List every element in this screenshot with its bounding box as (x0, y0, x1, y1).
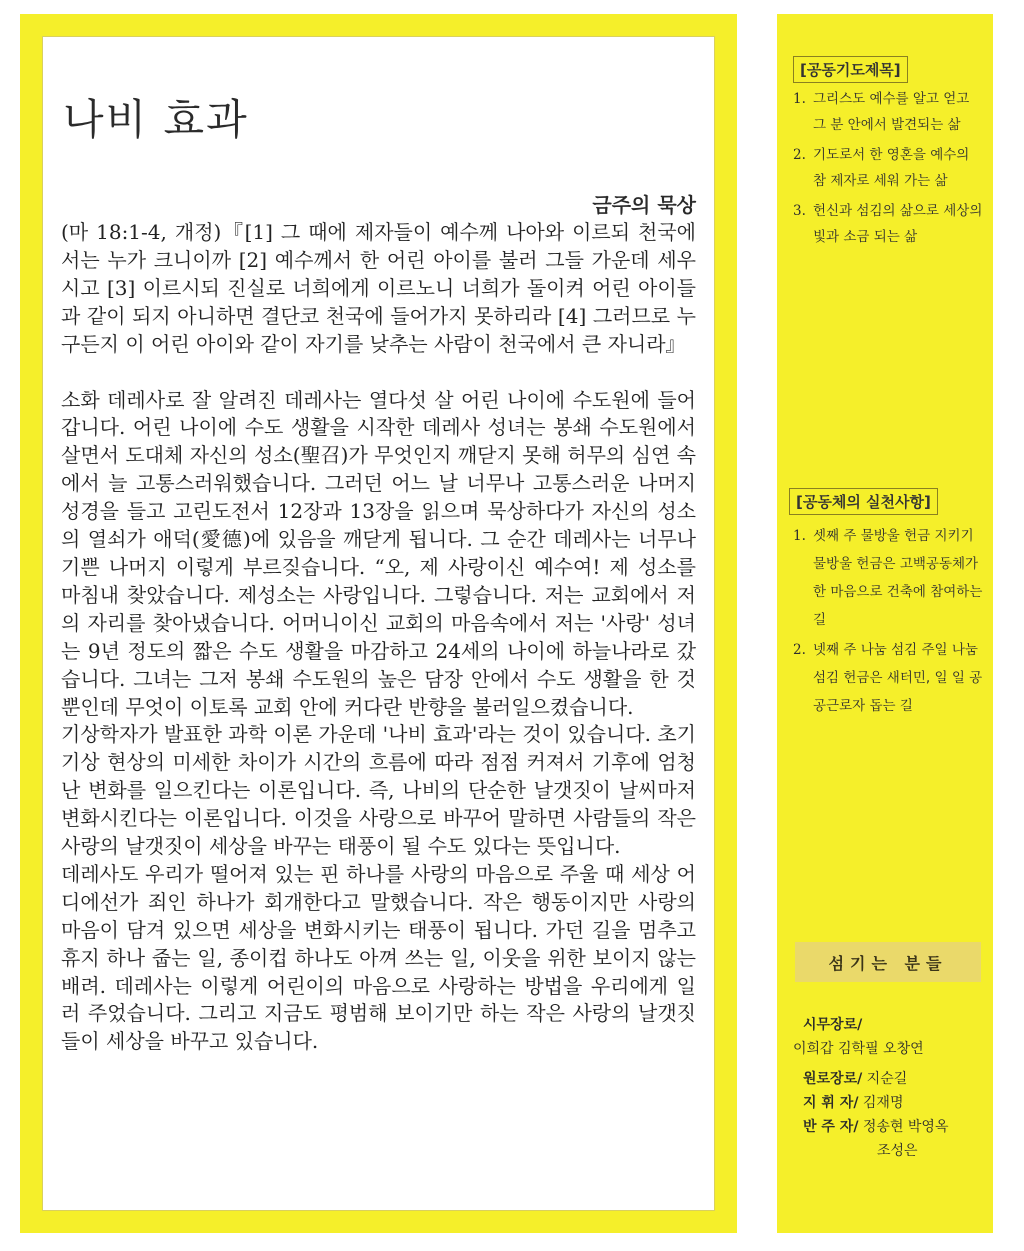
emeritus-row: 원로장로/ 지순길 (803, 1071, 908, 1087)
scripture-paragraph: (마 18:1-4, 개정)『[1] 그 때에 제자들이 예수께 나아와 이르되 천국에서는 누가 크니이까 [2] 예수께서 한 어린 아이를 불러 그들 가운데 세우시고 [3] 이르시되 진실로 너희에게 이르노니 너희가 돌이켜 어린 아이들과 같이 되지 아니하면 결단코 천국에 들어가지 못하리라 [4] 그러므로 누구든지 이 어린 아이와 같이 자기를 낮추는 사람이 천국에서 큰 자니라』 (61, 220, 696, 356)
sidebar (777, 14, 993, 1233)
accompanist-row-2: 조성은 (877, 1143, 918, 1159)
article-panel (42, 36, 715, 1211)
article-subtitle: 금주의 묵상 (592, 193, 696, 217)
list-item: 2. 넷째 주 나눔 섬김 주일 나눔 섬김 헌금은 새터민, 일 일 공공근로자 돕는 길 (793, 642, 983, 714)
list-item: 1. 셋째 주 물방울 헌금 지키기 물방울 헌금은 고백공동체가 한 마음으로 건축에 참여하는 길 (793, 528, 983, 628)
elder-label: 시무장로/ (803, 1017, 863, 1033)
list-item: 3. 헌신과 섬김의 삶으로 세상의 빛과 소금 되는 삶 (793, 203, 983, 245)
prayer-heading: [공동기도제목] (793, 56, 908, 83)
prayer-list (793, 86, 983, 250)
list-item: 1. 그리스도 예수를 알고 얻고 그 분 안에서 발견되는 삶 (793, 91, 970, 133)
article-frame (20, 14, 737, 1233)
article-title: 나비 효과 (63, 95, 249, 144)
article-body (61, 219, 696, 1056)
elder-names: 이희갑 김학필 오창연 (793, 1041, 924, 1057)
conductor-row: 지 휘 자/ 김재명 (803, 1095, 904, 1111)
body-paragraph: 데레사도 우리가 떨어져 있는 핀 하나를 사랑의 마음으로 주울 때 세상 어디에선가 죄인 하나가 회개한다고 말했습니다. 작은 행동이지만 사랑의 마음이 담겨 있으면 세상을 변화시키는 태풍이 됩니다. 가던 길을 멈추고 휴지 하나 줍는 일, 종이컵 하나도 아껴 쓰는 일, 이웃을 위한 보이지 않는 배려. 데레사는 이렇게 어린이의 마음으로 사랑하는 방법을 우리에게 일러 주었습니다. 그리고 지금도 평범해 보이기만 하는 작은 사랑의 날갯짓들이 세상을 바꾸고 있습니다. (61, 861, 696, 1054)
practice-heading: [공동체의 실천사항] (789, 488, 938, 515)
accompanist-row: 반 주 자/ 정송현 박영옥 (803, 1119, 949, 1135)
list-item: 2. 기도로서 한 영혼을 예수의 참 제자로 세워 가는 삶 (793, 147, 970, 189)
body-paragraph: 소화 데레사로 잘 알려진 데레사는 열다섯 살 어린 나이에 수도원에 들어갑니다. 어린 나이에 수도 생활을 시작한 데레사 성녀는 봉쇄 수도원에서 살면서 도대체 자신의 성소(聖召)가 무엇인지 깨닫지 못해 허무의 심연 속에서 늘 고통스러워했습니다. 그러던 어느 날 너무나 고통스러운 나머지 성경을 들고 고린도전서 12장과 13장을 읽으며 묵상하다가 자신의 성소의 열쇠가 애덕(愛德)에 있음을 깨닫게 됩니다. 그 순간 데레사는 너무나 기쁜 나머지 이렇게 부르짖습니다. “오, 제 사랑이신 예수여! 제 성소를 마침내 찾았습니다. 제성소는 사랑입니다. 그렇습니다. 저는 교회에서 저의 자리를 찾아냈습니다. 어머니이신 교회의 마음속에서 저는 '사랑' 성녀는 9년 정도의 짧은 수도 생활을 마감하고 24세의 나이에 하늘나라로 갔습니다. 그녀는 그저 봉쇄 수도원의 높은 담장 안에서 수도 생활을 한 것뿐인데 무엇이 이토록 교회 안에 커다란 반향을 불러일으켰습니다. (61, 387, 696, 719)
servers-title: 섬기는 분들 (795, 942, 981, 982)
practice-list (793, 522, 983, 720)
body-paragraph: 기상학자가 발표한 과학 이론 가운데 '나비 효과'라는 것이 있습니다. 초기 기상 현상의 미세한 차이가 시간의 흐름에 따라 점점 커져서 기후에 엄청난 변화를 일으킨다는 이론입니다. 즉, 나비의 단순한 날갯짓이 날씨마저 변화시킨다는 이론입니다. 이것을 사랑으로 바꾸어 말하면 사람들의 작은 사랑의 날갯짓이 세상을 바꾸는 태풍이 될 수도 있다는 뜻입니다. (61, 722, 696, 859)
